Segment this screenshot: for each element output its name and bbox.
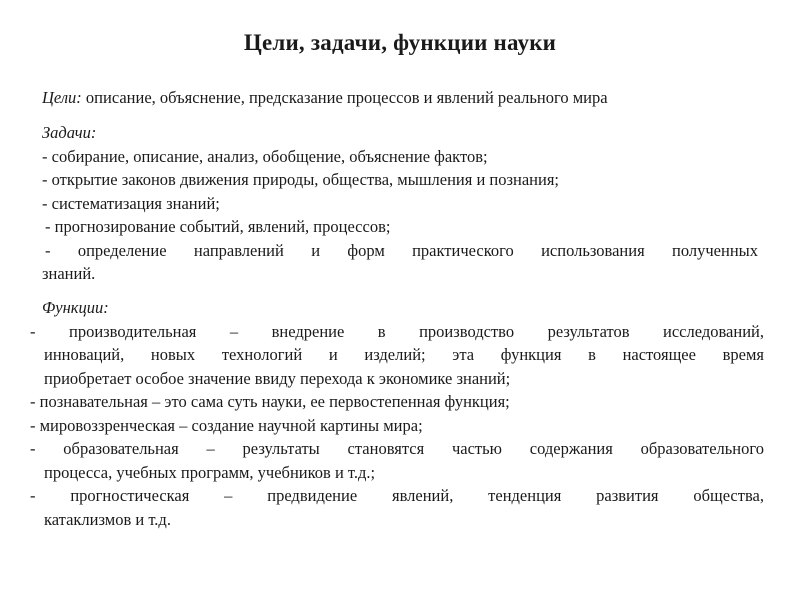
function-item: - образовательная – результаты становятся частью содержания образовательного	[30, 439, 764, 458]
task-item: - прогнозирование событий, явлений, процессов;	[45, 217, 391, 236]
functions-section	[30, 296, 764, 531]
function-item-continuation: приобретает особое значение ввиду перехода к экономике знаний;	[44, 368, 511, 388]
function-item-continuation: инноваций, новых технологий и изделий; эта функция в настоящее время	[44, 345, 764, 364]
task-item: - систематизация знаний;	[42, 193, 220, 213]
goals-label: Цели:	[42, 88, 82, 107]
tasks-section	[42, 121, 758, 286]
function-item: - прогностическая – предвидение явлений, тенденция развития общества,	[30, 486, 764, 505]
task-item: - открытие законов движения природы, общества, мышления и познания;	[42, 170, 560, 189]
function-item-continuation: катаклизмов и т.д.	[44, 509, 171, 529]
function-item: - мировоззренческая – создание научной картины мира;	[30, 415, 423, 435]
function-item-continuation: процесса, учебных программ, учебников и т.д.;	[44, 462, 376, 482]
function-item: - познавательная – это сама суть науки, ее первостепенная функция;	[30, 392, 510, 411]
page-title: Цели, задачи, функции науки	[243, 30, 557, 55]
goals-section	[42, 86, 772, 110]
task-item: - определение направлений и форм практического использования полученных	[45, 240, 758, 260]
task-item: - собирание, описание, анализ, обобщение, объяснение фактов;	[42, 146, 488, 166]
function-item: - производительная – внедрение в производство результатов исследований,	[30, 321, 764, 341]
functions-label: Функции:	[42, 298, 109, 317]
tasks-label: Задачи:	[42, 123, 97, 142]
task-item-continuation: знаний.	[42, 264, 96, 283]
goals-text: описание, объяснение, предсказание процессов и явлений реального мира	[81, 88, 608, 107]
